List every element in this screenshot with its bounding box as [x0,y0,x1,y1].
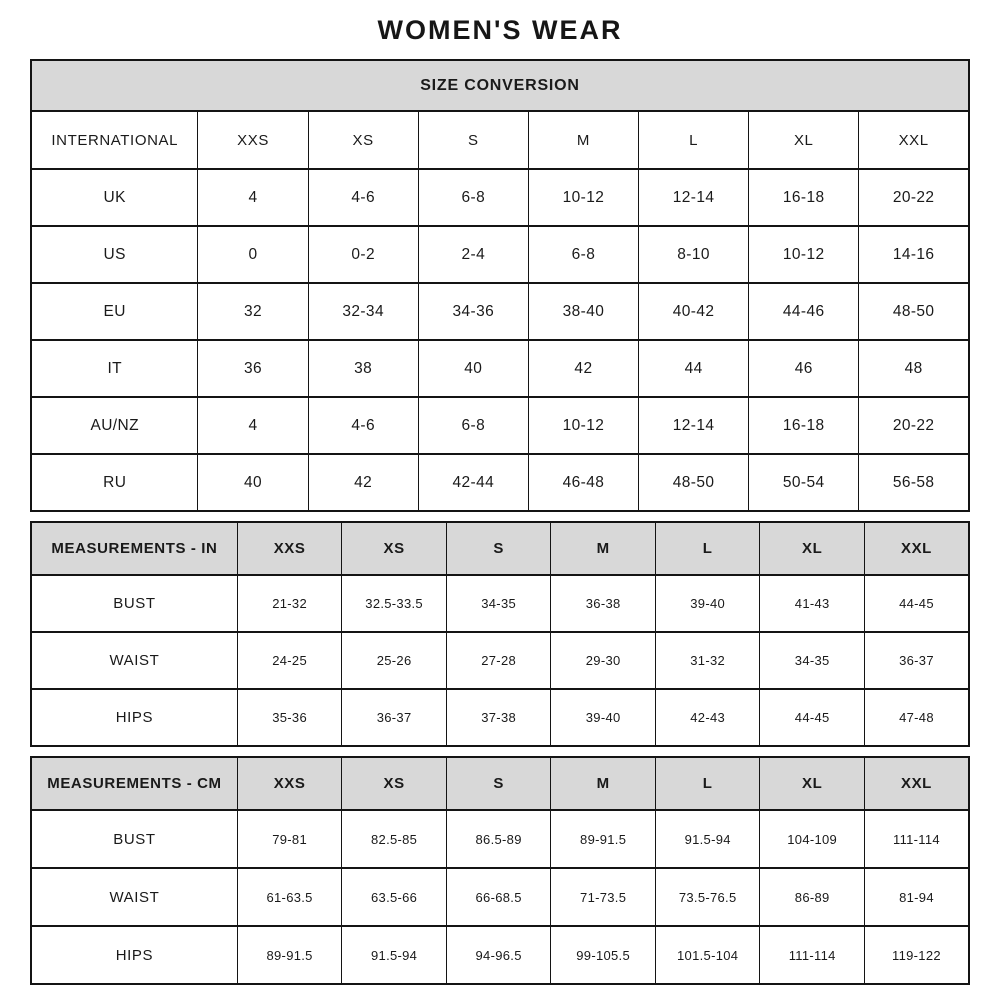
measurement-value: 32.5-33.5 [342,575,447,632]
measurements-in-header-row [31,522,969,575]
measurement-value: 73.5-76.5 [655,868,760,926]
measurement-value: 111-114 [760,926,865,984]
size-value: 42 [308,454,418,511]
measurements-in-table [30,521,970,747]
column-header-size: XL [749,111,859,169]
region-label: UK [31,169,198,226]
measurement-value: 34-35 [446,575,551,632]
size-conversion-row [31,226,969,283]
measurement-value: 42-43 [655,689,760,746]
size-conversion-header-row [31,111,969,169]
column-header-size: M [551,522,656,575]
size-value: 48 [859,340,969,397]
size-value: 2-4 [418,226,528,283]
size-value: 42 [528,340,638,397]
size-value: 4-6 [308,169,418,226]
size-value: 0 [198,226,308,283]
size-value: 12-14 [639,397,749,454]
size-value: 36 [198,340,308,397]
measurement-value: 94-96.5 [446,926,551,984]
column-header-size: XXL [864,522,969,575]
measurement-value: 36-37 [342,689,447,746]
size-value: 50-54 [749,454,859,511]
measurement-value: 47-48 [864,689,969,746]
size-value: 40 [198,454,308,511]
size-value: 0-2 [308,226,418,283]
column-header-size: L [655,522,760,575]
measurement-value: 36-38 [551,575,656,632]
measurement-label: HIPS [31,926,237,984]
size-value: 8-10 [639,226,749,283]
measurement-value: 119-122 [864,926,969,984]
size-value: 48-50 [859,283,969,340]
measurements-in-row [31,632,969,689]
column-header-size: XXL [859,111,969,169]
size-conversion-table [30,59,970,512]
measurements-cm-row [31,868,969,926]
size-value: 6-8 [418,169,528,226]
measurement-label: WAIST [31,632,237,689]
size-value: 34-36 [418,283,528,340]
measurement-value: 37-38 [446,689,551,746]
column-header-size: XL [760,522,865,575]
measurement-label: BUST [31,810,237,868]
size-value: 44-46 [749,283,859,340]
measurement-value: 81-94 [864,868,969,926]
column-header-size: L [639,111,749,169]
column-header-size: S [418,111,528,169]
measurements-in-row [31,689,969,746]
measurements-in-row [31,575,969,632]
size-conversion-row [31,397,969,454]
measurement-value: 82.5-85 [342,810,447,868]
size-value: 32 [198,283,308,340]
region-label: RU [31,454,198,511]
size-value: 16-18 [749,397,859,454]
size-value: 4-6 [308,397,418,454]
size-conversion-row [31,283,969,340]
size-value: 14-16 [859,226,969,283]
measurement-label: BUST [31,575,237,632]
measurements-cm-row [31,926,969,984]
column-header-size: XS [342,522,447,575]
measurement-value: 39-40 [551,689,656,746]
column-header-size: S [446,522,551,575]
measurement-value: 21-32 [237,575,342,632]
size-value: 56-58 [859,454,969,511]
measurement-value: 86-89 [760,868,865,926]
measurement-value: 36-37 [864,632,969,689]
column-header-size: XS [342,757,447,810]
measurement-value: 89-91.5 [237,926,342,984]
column-header-size: M [528,111,638,169]
measurement-value: 34-35 [760,632,865,689]
region-label: IT [31,340,198,397]
size-value: 6-8 [418,397,528,454]
size-value: 20-22 [859,397,969,454]
size-value: 38 [308,340,418,397]
column-header-size: M [551,757,656,810]
measurement-value: 29-30 [551,632,656,689]
measurement-value: 39-40 [655,575,760,632]
column-header-size: L [655,757,760,810]
column-header-size: XXS [237,757,342,810]
size-conversion-row [31,169,969,226]
measurement-value: 99-105.5 [551,926,656,984]
column-header-size: XXS [237,522,342,575]
size-value: 40 [418,340,528,397]
size-conversion-banner [31,60,969,111]
size-value: 38-40 [528,283,638,340]
size-value: 10-12 [749,226,859,283]
size-value: 10-12 [528,169,638,226]
size-value: 4 [198,397,308,454]
column-header-size: S [446,757,551,810]
measurement-value: 101.5-104 [655,926,760,984]
column-header-size: XL [760,757,865,810]
measurement-value: 89-91.5 [551,810,656,868]
size-value: 40-42 [639,283,749,340]
measurement-value: 104-109 [760,810,865,868]
measurement-value: 41-43 [760,575,865,632]
size-conversion-row [31,454,969,511]
column-header-region: INTERNATIONAL [31,111,198,169]
page-title: WOMEN'S WEAR [377,15,623,45]
size-value: 32-34 [308,283,418,340]
size-value: 16-18 [749,169,859,226]
measurement-value: 79-81 [237,810,342,868]
measurement-value: 91.5-94 [342,926,447,984]
column-header-size: XXL [864,757,969,810]
region-label: US [31,226,198,283]
measurements-cm-header-row [31,757,969,810]
measurement-value: 31-32 [655,632,760,689]
measurement-value: 66-68.5 [446,868,551,926]
column-header-size: XXS [198,111,308,169]
measurement-label: HIPS [31,689,237,746]
measurement-value: 86.5-89 [446,810,551,868]
measurement-value: 44-45 [760,689,865,746]
size-value: 42-44 [418,454,528,511]
measurement-label: WAIST [31,868,237,926]
measurement-value: 63.5-66 [342,868,447,926]
size-value: 6-8 [528,226,638,283]
measurement-value: 71-73.5 [551,868,656,926]
region-label: EU [31,283,198,340]
size-value: 46-48 [528,454,638,511]
measurement-value: 27-28 [446,632,551,689]
size-value: 4 [198,169,308,226]
measurements-cm-title: MEASUREMENTS - CM [31,757,237,810]
measurement-value: 111-114 [864,810,969,868]
size-conversion-title: SIZE CONVERSION [31,60,969,111]
size-value: 44 [639,340,749,397]
measurement-value: 35-36 [237,689,342,746]
measurement-value: 44-45 [864,575,969,632]
size-value: 46 [749,340,859,397]
measurement-value: 24-25 [237,632,342,689]
column-header-size: XS [308,111,418,169]
measurements-cm-row [31,810,969,868]
size-conversion-row [31,340,969,397]
measurement-value: 25-26 [342,632,447,689]
region-label: AU/NZ [31,397,198,454]
size-value: 12-14 [639,169,749,226]
size-value: 48-50 [639,454,749,511]
size-value: 10-12 [528,397,638,454]
measurement-value: 61-63.5 [237,868,342,926]
measurements-cm-table [30,756,970,985]
measurement-value: 91.5-94 [655,810,760,868]
measurements-in-title: MEASUREMENTS - IN [31,522,237,575]
size-value: 20-22 [859,169,969,226]
